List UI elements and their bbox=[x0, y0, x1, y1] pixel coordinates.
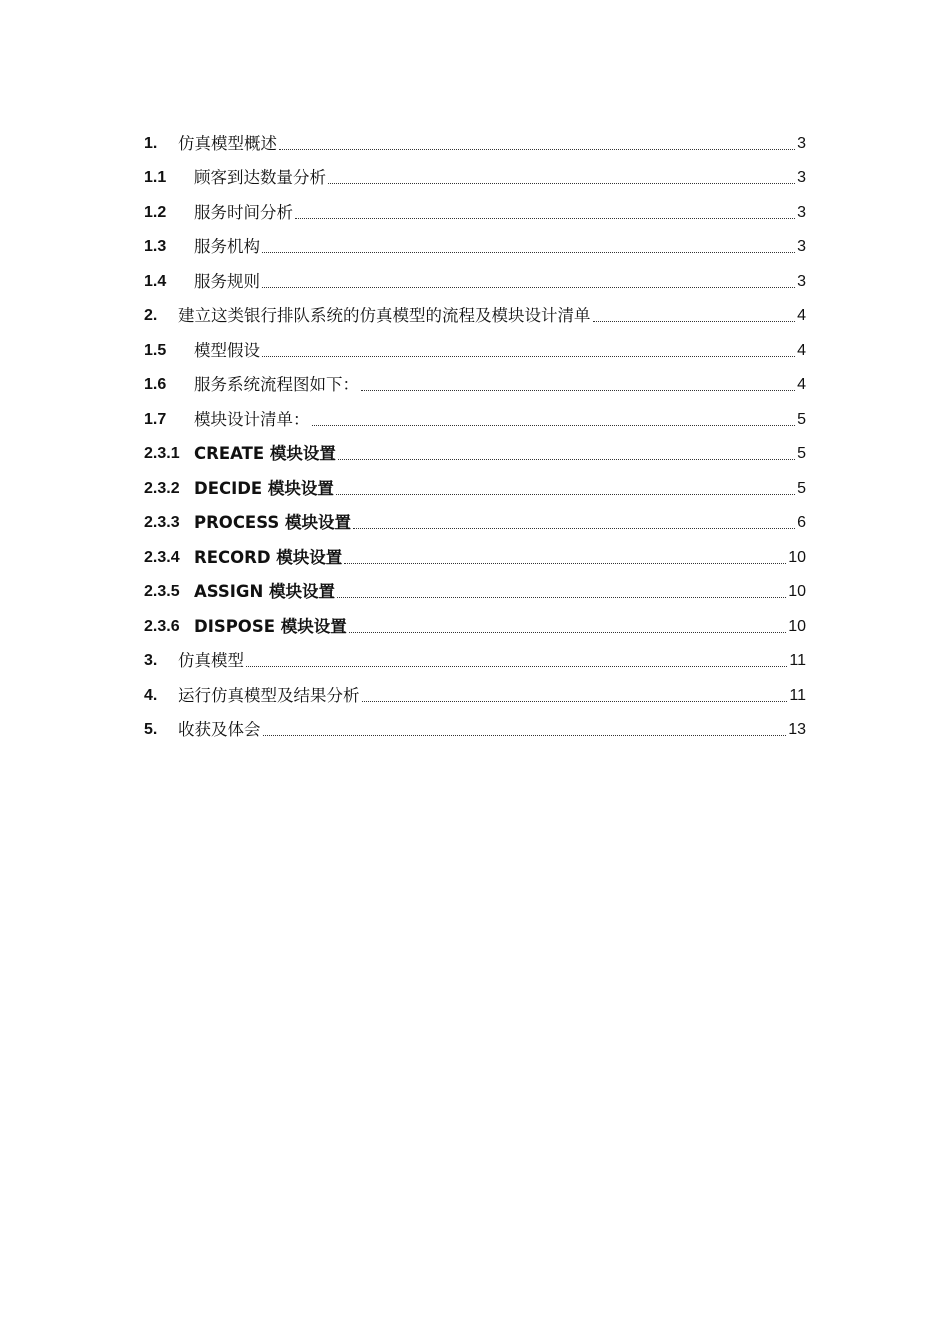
dot-leader bbox=[312, 424, 796, 426]
toc-entry-title: 仿真模型概述 bbox=[178, 133, 277, 153]
toc-entry[interactable] bbox=[144, 603, 806, 638]
toc-entry-title: 服务时间分析 bbox=[194, 202, 293, 222]
toc-entry-title: 模型假设 bbox=[194, 340, 260, 360]
toc-entry[interactable] bbox=[144, 534, 806, 569]
toc-entry-title: DISPOSE 模块设置 bbox=[194, 616, 347, 636]
dot-leader bbox=[279, 148, 795, 150]
toc-entry[interactable] bbox=[144, 362, 806, 397]
toc-entry-title: PROCESS 模块设置 bbox=[194, 513, 351, 532]
table-of-contents bbox=[144, 120, 806, 741]
toc-entry-page: 4 bbox=[797, 341, 806, 359]
toc-entry-number: 1.5 bbox=[144, 341, 167, 359]
dot-leader bbox=[338, 458, 795, 460]
toc-entry-page: 13 bbox=[788, 721, 806, 738]
toc-entry-number: 1.1 bbox=[144, 169, 167, 186]
toc-entry-title: CREATE 模块设置 bbox=[194, 444, 336, 463]
toc-entry[interactable] bbox=[144, 396, 806, 431]
toc-entry-number: 2.3.2 bbox=[144, 479, 180, 497]
toc-entry[interactable] bbox=[144, 293, 806, 328]
toc-entry[interactable] bbox=[144, 224, 806, 259]
dot-leader bbox=[246, 665, 787, 667]
toc-entry-title: DECIDE 模块设置 bbox=[194, 478, 334, 498]
toc-entry-title: 服务机构 bbox=[194, 237, 260, 256]
toc-entry-number: 2.3.5 bbox=[144, 583, 180, 600]
toc-entry-page: 3 bbox=[797, 169, 806, 186]
toc-entry[interactable] bbox=[144, 155, 806, 190]
toc-entry-title: 仿真模型 bbox=[178, 651, 244, 670]
toc-entry-number: 1.3 bbox=[144, 238, 167, 255]
toc-entry-number: 2.3.6 bbox=[144, 617, 180, 635]
toc-entry-page: 6 bbox=[797, 514, 806, 531]
dot-leader bbox=[295, 217, 795, 219]
dot-leader bbox=[262, 355, 795, 357]
toc-entry-number: 1.2 bbox=[144, 203, 167, 221]
toc-entry-page: 5 bbox=[797, 410, 806, 428]
dot-leader bbox=[361, 389, 795, 391]
toc-entry-number: 5. bbox=[144, 721, 158, 738]
toc-entry-page: 3 bbox=[797, 203, 806, 221]
toc-entry-number: 3. bbox=[144, 652, 158, 669]
dot-leader bbox=[336, 493, 795, 495]
dot-leader bbox=[344, 562, 786, 564]
toc-entry-title: 服务规则 bbox=[194, 271, 260, 291]
toc-entry-number: 2.3.4 bbox=[144, 548, 180, 566]
dot-leader bbox=[262, 251, 795, 253]
dot-leader bbox=[362, 700, 788, 702]
toc-entry-page: 11 bbox=[789, 686, 806, 704]
toc-entry[interactable] bbox=[144, 258, 806, 293]
toc-entry-number: 2.3.1 bbox=[144, 445, 180, 462]
toc-entry-title: 运行仿真模型及结果分析 bbox=[178, 685, 360, 705]
toc-entry-page: 10 bbox=[788, 583, 806, 600]
toc-entry-title: RECORD 模块设置 bbox=[194, 547, 343, 567]
toc-entry-page: 4 bbox=[797, 307, 806, 324]
toc-entry-page: 3 bbox=[797, 272, 806, 290]
toc-entry[interactable] bbox=[144, 707, 806, 742]
toc-entry[interactable] bbox=[144, 327, 806, 362]
toc-entry-page: 3 bbox=[797, 134, 806, 152]
toc-entry[interactable] bbox=[144, 500, 806, 535]
toc-entry-title: 顾客到达数量分析 bbox=[194, 168, 326, 187]
toc-entry-number: 1.7 bbox=[144, 410, 167, 428]
toc-entry-page: 3 bbox=[797, 238, 806, 255]
toc-entry[interactable] bbox=[144, 569, 806, 604]
toc-entry[interactable] bbox=[144, 189, 806, 224]
toc-entry-page: 10 bbox=[788, 548, 806, 566]
toc-entry-title: 服务系统流程图如下： bbox=[194, 375, 359, 394]
toc-entry-page: 4 bbox=[797, 376, 806, 393]
toc-entry-page: 10 bbox=[788, 617, 806, 635]
dot-leader bbox=[262, 286, 795, 288]
toc-entry-title: 建立这类银行排队系统的仿真模型的流程及模块设计清单 bbox=[178, 306, 591, 325]
toc-entry-number: 1.4 bbox=[144, 272, 167, 290]
toc-entry-title: 模块设计清单： bbox=[194, 409, 310, 429]
toc-entry-page: 5 bbox=[797, 445, 806, 462]
toc-entry[interactable] bbox=[144, 672, 806, 707]
toc-entry-number: 4. bbox=[144, 686, 158, 704]
toc-entry-number: 2.3.3 bbox=[144, 514, 180, 531]
toc-entry-number: 1. bbox=[144, 134, 158, 152]
toc-entry-number: 2. bbox=[144, 307, 158, 324]
toc-entry[interactable] bbox=[144, 638, 806, 673]
dot-leader bbox=[263, 734, 787, 736]
toc-entry-title: ASSIGN 模块设置 bbox=[194, 582, 336, 601]
toc-entry-page: 5 bbox=[797, 479, 806, 497]
toc-entry-number: 1.6 bbox=[144, 376, 167, 393]
toc-entry[interactable] bbox=[144, 431, 806, 466]
dot-leader bbox=[349, 631, 786, 633]
toc-entry[interactable] bbox=[144, 120, 806, 155]
toc-entry-page: 11 bbox=[789, 652, 806, 669]
dot-leader bbox=[328, 182, 795, 184]
dot-leader bbox=[337, 596, 786, 598]
dot-leader bbox=[593, 320, 796, 322]
dot-leader bbox=[353, 527, 795, 529]
toc-entry-title: 收获及体会 bbox=[178, 720, 261, 739]
toc-entry[interactable] bbox=[144, 465, 806, 500]
